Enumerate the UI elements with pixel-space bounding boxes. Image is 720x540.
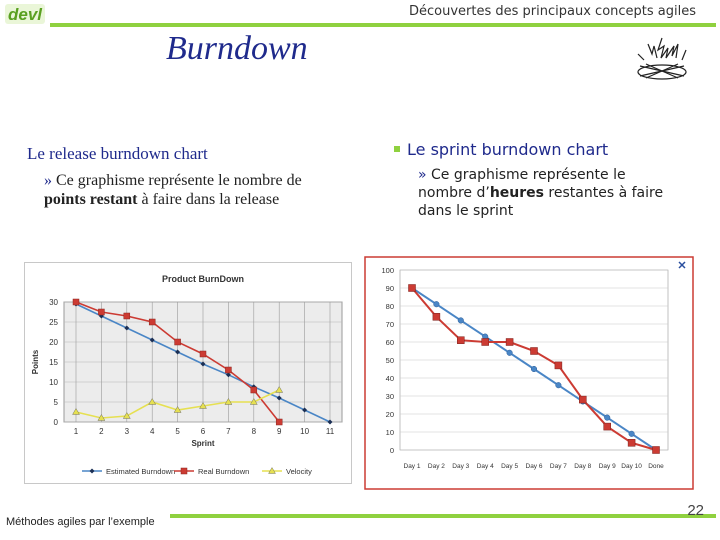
y-tick-label: 20 bbox=[385, 410, 394, 419]
data-point bbox=[175, 339, 181, 345]
y-tick-label: 5 bbox=[53, 398, 58, 407]
x-tick-label: Day 2 bbox=[427, 463, 445, 470]
campfire-illustration bbox=[628, 34, 696, 82]
data-point bbox=[556, 382, 562, 388]
data-point bbox=[124, 313, 130, 319]
y-tick-label: 0 bbox=[53, 418, 58, 427]
y-tick-label: 70 bbox=[385, 320, 394, 329]
x-tick-label: Day 10 bbox=[621, 463, 642, 470]
data-point bbox=[579, 396, 586, 403]
slide-title: Burndown bbox=[166, 30, 308, 67]
x-tick-label: 1 bbox=[73, 427, 79, 436]
x-tick-label: 8 bbox=[251, 427, 257, 436]
legend-label: Estimated Burndown bbox=[106, 467, 176, 476]
header-title: Découvertes des principaux concepts agiles bbox=[409, 4, 696, 19]
x-axis-label: Sprint bbox=[191, 439, 215, 448]
data-point bbox=[457, 337, 464, 344]
y-tick-label: 100 bbox=[381, 266, 394, 275]
sprint-burndown-heading: Le sprint burndown chart bbox=[394, 140, 608, 159]
data-point bbox=[629, 431, 635, 437]
data-point bbox=[458, 318, 464, 324]
x-tick-label: Day 5 bbox=[501, 463, 519, 470]
data-point bbox=[149, 319, 155, 325]
y-tick-label: 30 bbox=[49, 298, 58, 307]
x-tick-label: Day 9 bbox=[598, 463, 616, 470]
x-tick-label: Day 8 bbox=[574, 463, 592, 470]
y-tick-label: 0 bbox=[389, 446, 394, 455]
data-point bbox=[200, 351, 206, 357]
data-point bbox=[73, 299, 79, 305]
data-point bbox=[225, 367, 231, 373]
y-tick-label: 60 bbox=[385, 338, 394, 347]
release-burndown-heading: Le release burndown chart bbox=[27, 144, 208, 163]
y-tick-label: 10 bbox=[49, 378, 58, 387]
data-point bbox=[434, 301, 440, 307]
data-point bbox=[506, 339, 513, 346]
x-tick-label: 5 bbox=[175, 427, 180, 436]
data-point bbox=[653, 447, 660, 454]
data-point bbox=[482, 339, 489, 346]
data-point bbox=[409, 285, 416, 292]
x-tick-label: Day 1 bbox=[403, 463, 421, 470]
x-tick-label: 3 bbox=[124, 427, 130, 436]
x-tick-label: 7 bbox=[226, 427, 231, 436]
x-tick-label: Day 3 bbox=[452, 463, 470, 470]
x-tick-label: 4 bbox=[149, 427, 155, 436]
y-tick-label: 90 bbox=[385, 284, 394, 293]
release-burndown-bullet: » Ce graphisme représente le nombre de points restant à faire dans la release bbox=[44, 172, 302, 208]
y-tick-label: 50 bbox=[385, 356, 394, 365]
data-point bbox=[628, 439, 635, 446]
data-point bbox=[98, 309, 104, 315]
y-tick-label: 40 bbox=[385, 374, 394, 383]
sprint-burndown-bullet: » Ce graphisme représente le nombre d’heures restantes à faire dans le sprint bbox=[418, 167, 664, 219]
y-tick-label: 15 bbox=[49, 358, 58, 367]
footer-accent-bar bbox=[170, 514, 716, 518]
data-point bbox=[507, 350, 513, 356]
y-tick-label: 30 bbox=[385, 392, 394, 401]
top-accent-bar bbox=[50, 23, 716, 27]
legend-label: Real Burndown bbox=[198, 467, 250, 476]
sprint-burndown-chart bbox=[364, 256, 694, 490]
x-tick-label: 9 bbox=[276, 427, 282, 436]
data-point bbox=[251, 387, 257, 393]
devl-logo bbox=[4, 2, 48, 26]
x-tick-label: Day 4 bbox=[476, 463, 494, 470]
x-tick-label: Done bbox=[648, 463, 664, 470]
x-tick-label: 11 bbox=[325, 427, 335, 436]
product-burndown-chart bbox=[24, 262, 352, 484]
y-tick-label: 80 bbox=[385, 302, 394, 311]
data-point bbox=[433, 313, 440, 320]
page-number: 22 bbox=[687, 502, 704, 519]
x-tick-label: Day 6 bbox=[525, 463, 543, 470]
x-tick-label: 6 bbox=[200, 427, 206, 436]
legend-label: Velocity bbox=[286, 467, 312, 476]
y-tick-label: 20 bbox=[49, 338, 58, 347]
x-tick-label: 10 bbox=[300, 427, 310, 436]
data-point bbox=[604, 423, 611, 430]
data-point bbox=[531, 366, 537, 372]
y-tick-label: 10 bbox=[385, 428, 394, 437]
logo-text: devl bbox=[8, 5, 43, 24]
data-point bbox=[604, 415, 610, 421]
data-point bbox=[276, 419, 282, 425]
x-tick-label: 2 bbox=[99, 427, 104, 436]
data-point bbox=[531, 348, 538, 355]
bullet-square-icon bbox=[394, 146, 400, 152]
data-point bbox=[555, 362, 562, 369]
y-tick-label: 25 bbox=[49, 318, 58, 327]
bullet-marker: » bbox=[44, 172, 52, 189]
legend-marker bbox=[181, 468, 187, 474]
footer-text: Méthodes agiles par l’exemple bbox=[6, 516, 155, 528]
y-axis-label: Points bbox=[31, 349, 40, 375]
x-tick-label: Day 7 bbox=[549, 463, 567, 470]
chart-title: Product BurnDown bbox=[162, 274, 244, 284]
bullet-marker: » bbox=[418, 167, 427, 183]
